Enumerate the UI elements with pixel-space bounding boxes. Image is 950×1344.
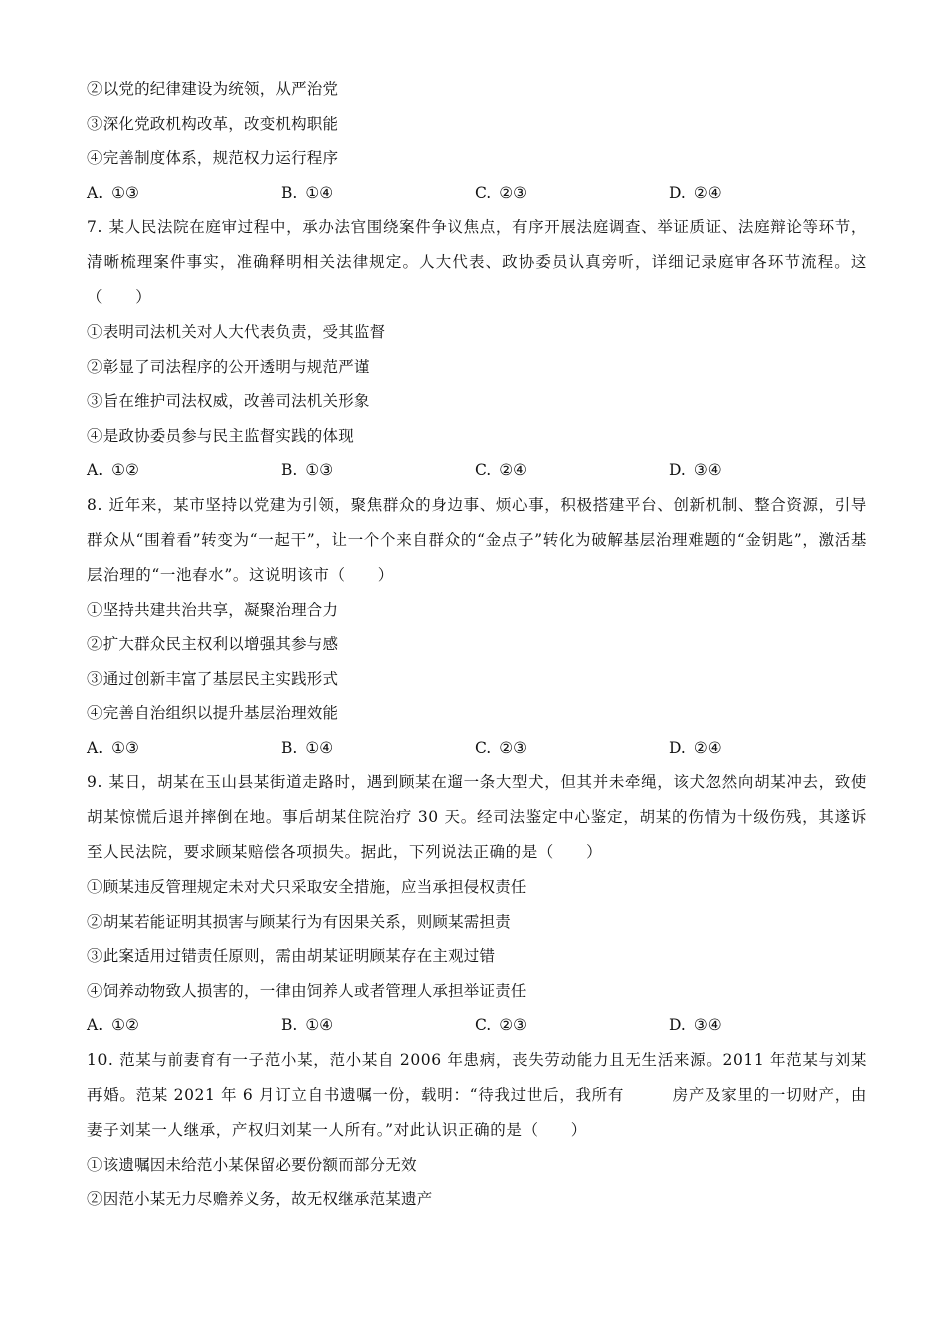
question-stem: 7. 某人民法院在庭审过程中，承办法官围绕案件争议焦点，有序开展法庭调查、举证质证、法庭辩论等环节，清晰梳理案件事实，准确释明相关法律规定。人大代表、政协委员认真旁听，详细记录庭审各环节流程。这（ ）: [87, 218, 867, 306]
statement: ①顾某违反管理规定未对犬只采取安全措施，应当承担侵权责任: [87, 878, 527, 896]
option-d: D. ②④: [669, 738, 722, 757]
statement: ④完善制度体系，规范权力运行程序: [87, 149, 339, 167]
statement: ③深化党政机构改革，改变机构职能: [87, 114, 339, 133]
question-7: [87, 210, 867, 488]
answer-options: [87, 731, 867, 766]
option-b: B. ①④: [281, 738, 334, 757]
option-a: A. ①③: [87, 183, 139, 202]
statement: ④完善自治组织以提升基层治理效能: [87, 704, 339, 722]
statement: ③通过创新丰富了基层民主实践形式: [87, 669, 339, 688]
question-stem: 9. 某日，胡某在玉山县某街道走路时，遇到顾某在遛一条大型犬，但其并未牵绳，该犬忽然向胡某冲去，致使胡某惊慌后退并摔倒在地。事后胡某住院治疗 30 天。经司法鉴定中心鉴定，胡某的伤情为十级伤残，其遂诉至人民法院，要求顾某赔偿各项损失。据此，下列说法正确的是（ ）: [87, 773, 867, 861]
option-b: B. ①④: [281, 1016, 334, 1034]
answer-options: [87, 453, 867, 488]
statement: ③旨在维护司法权威，改善司法机关形象: [87, 392, 370, 410]
option-a: A. ①③: [87, 738, 139, 757]
statement: ②胡某若能证明其损害与顾某行为有因果关系，则顾某需担责: [87, 912, 511, 931]
question-8: [87, 488, 867, 766]
option-d: D. ②④: [669, 183, 722, 202]
question-10: [87, 1043, 867, 1217]
statement: ④饲养动物致人损害的，一律由饲养人或者管理人承担举证责任: [87, 981, 527, 1000]
option-c: C. ②④: [475, 461, 528, 479]
question-stem: 10. 范某与前妻育有一子范小某，范小某自 2006 年患病，丧失劳动能力且无生活来源。2011 年范某与刘某再婚。范某 2021 年 6 月订立自书遗嘱一份，载明：“待我过世后，我所有 房产及家里的一切财产，由妻子刘某一人继承，产权归刘某一人所有。”对此认识正确的是（ ）: [87, 1050, 867, 1139]
statement: ②彰显了司法程序的公开透明与规范严谨: [87, 357, 370, 376]
statement: ①表明司法机关对人大代表负责，受其监督: [87, 323, 386, 341]
statement: ②扩大群众民主权利以增强其参与感: [87, 635, 339, 653]
question-stem: 8. 近年来，某市坚持以党建为引领，聚焦群众的身边事、烦心事，积极搭建平台、创新机制、整合资源，引导群众从“围着看”转变为“一起干”，让一个个来自群众的“金点子”转化为破解基层治理难题的“金钥匙”，激活基层治理的“一池春水”。这说明该市（ ）: [87, 495, 867, 584]
page-content: [87, 72, 867, 1217]
statement: ②以党的纪律建设为统领，从严治党: [87, 80, 339, 98]
option-d: D. ③④: [669, 461, 722, 479]
question-9: [87, 765, 867, 1043]
statement: ①该遗嘱因未给范小某保留必要份额而部分无效: [87, 1155, 417, 1174]
statement: ①坚持共建共治共享，凝聚治理合力: [87, 600, 339, 619]
answer-options: [87, 1008, 867, 1043]
prev-question: [87, 72, 867, 210]
option-b: B. ①③: [281, 461, 334, 479]
answer-options: [87, 176, 867, 211]
option-d: D. ③④: [669, 1016, 722, 1034]
option-c: C. ②③: [475, 738, 528, 757]
statement: ③此案适用过错责任原则，需由胡某证明顾某存在主观过错: [87, 947, 496, 965]
option-a: A. ①②: [87, 461, 139, 479]
option-a: A. ①②: [87, 1016, 139, 1034]
option-c: C. ②③: [475, 1016, 528, 1034]
option-c: C. ②③: [475, 183, 528, 202]
statement: ④是政协委员参与民主监督实践的体现: [87, 426, 354, 445]
statement: ②因范小某无力尽赡养义务，故无权继承范某遗产: [87, 1190, 433, 1208]
option-b: B. ①④: [281, 183, 334, 202]
